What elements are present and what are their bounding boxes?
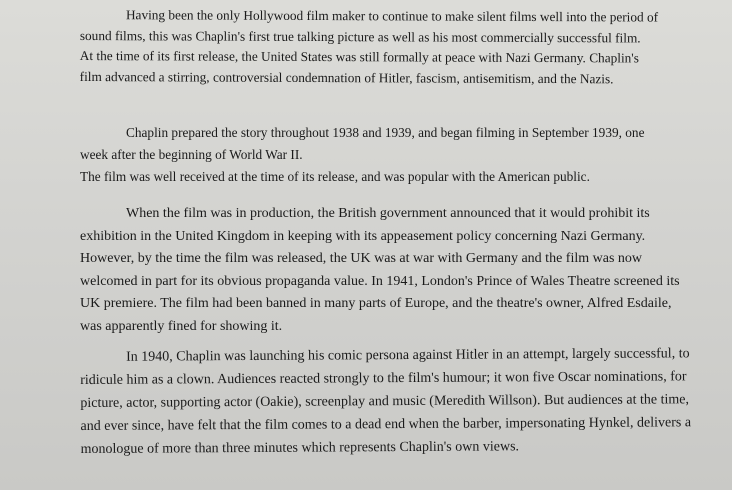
text-line: and ever since, have felt that the film comes to a dead end when the barber, impersonating Hynkel, delivers a (80, 415, 692, 434)
text-line: At the time of its first release, the United States was still formally at peace with Nazi Germany. Chaplin's (79, 47, 639, 66)
text-line: The film was well received at the time of its release, and was popular with the American public. (80, 169, 590, 184)
text-line: In 1940, Chaplin was launching his comic persona against Hitler in an attempt, largely successful, to (126, 346, 690, 365)
text-line: exhibition in the United Kingdom in keeping with its appeasement policy concerning Nazi Germany. (80, 228, 646, 244)
text-line: picture, actor, supporting actor (Oakie), screenplay and music (Meredith Willson). But audiences at the time, (80, 392, 689, 411)
paragraph-british-reception (80, 203, 700, 338)
text-line: ridicule him as a clown. Audiences reacted strongly to the film's humour; it won five Oscar nominations, for (80, 369, 687, 388)
text-line: week after the beginning of World War II. (80, 147, 303, 162)
paragraph-silent-films (80, 5, 700, 90)
text-line: Chaplin prepared the story throughout 1938 and 1939, and began filming in September 1939, one (126, 125, 645, 140)
text-line: UK premiere. The film had been banned in many parts of Europe, and the theatre's owner, Alfred Esdaile, (80, 296, 672, 311)
text-line: Having been the only Hollywood film maker to continue to make silent films well into the period of (125, 7, 659, 25)
text-line: was apparently fined for showing it. (80, 318, 283, 334)
paragraph-comic-persona (80, 342, 701, 461)
text-line: sound films, this was Chaplin's first true talking picture as well as his most commercially successful film. (79, 27, 641, 45)
text-line: However, by the time the film was released, the UK was at war with Germany and the film was now (80, 251, 642, 266)
text-line: welcomed in part for its obvious propaganda value. In 1941, London's Prince of Wales Theatre screened its (80, 273, 680, 289)
paragraph-production (80, 122, 700, 188)
text-line: monologue of more than three minutes which represents Chaplin's own views. (80, 439, 520, 457)
text-line: film advanced a stirring, controversial condemnation of Hitler, fascism, antisemitism, and the Nazis. (79, 68, 614, 86)
text-line: When the film was in production, the British government announced that it would prohibit its (126, 206, 650, 221)
